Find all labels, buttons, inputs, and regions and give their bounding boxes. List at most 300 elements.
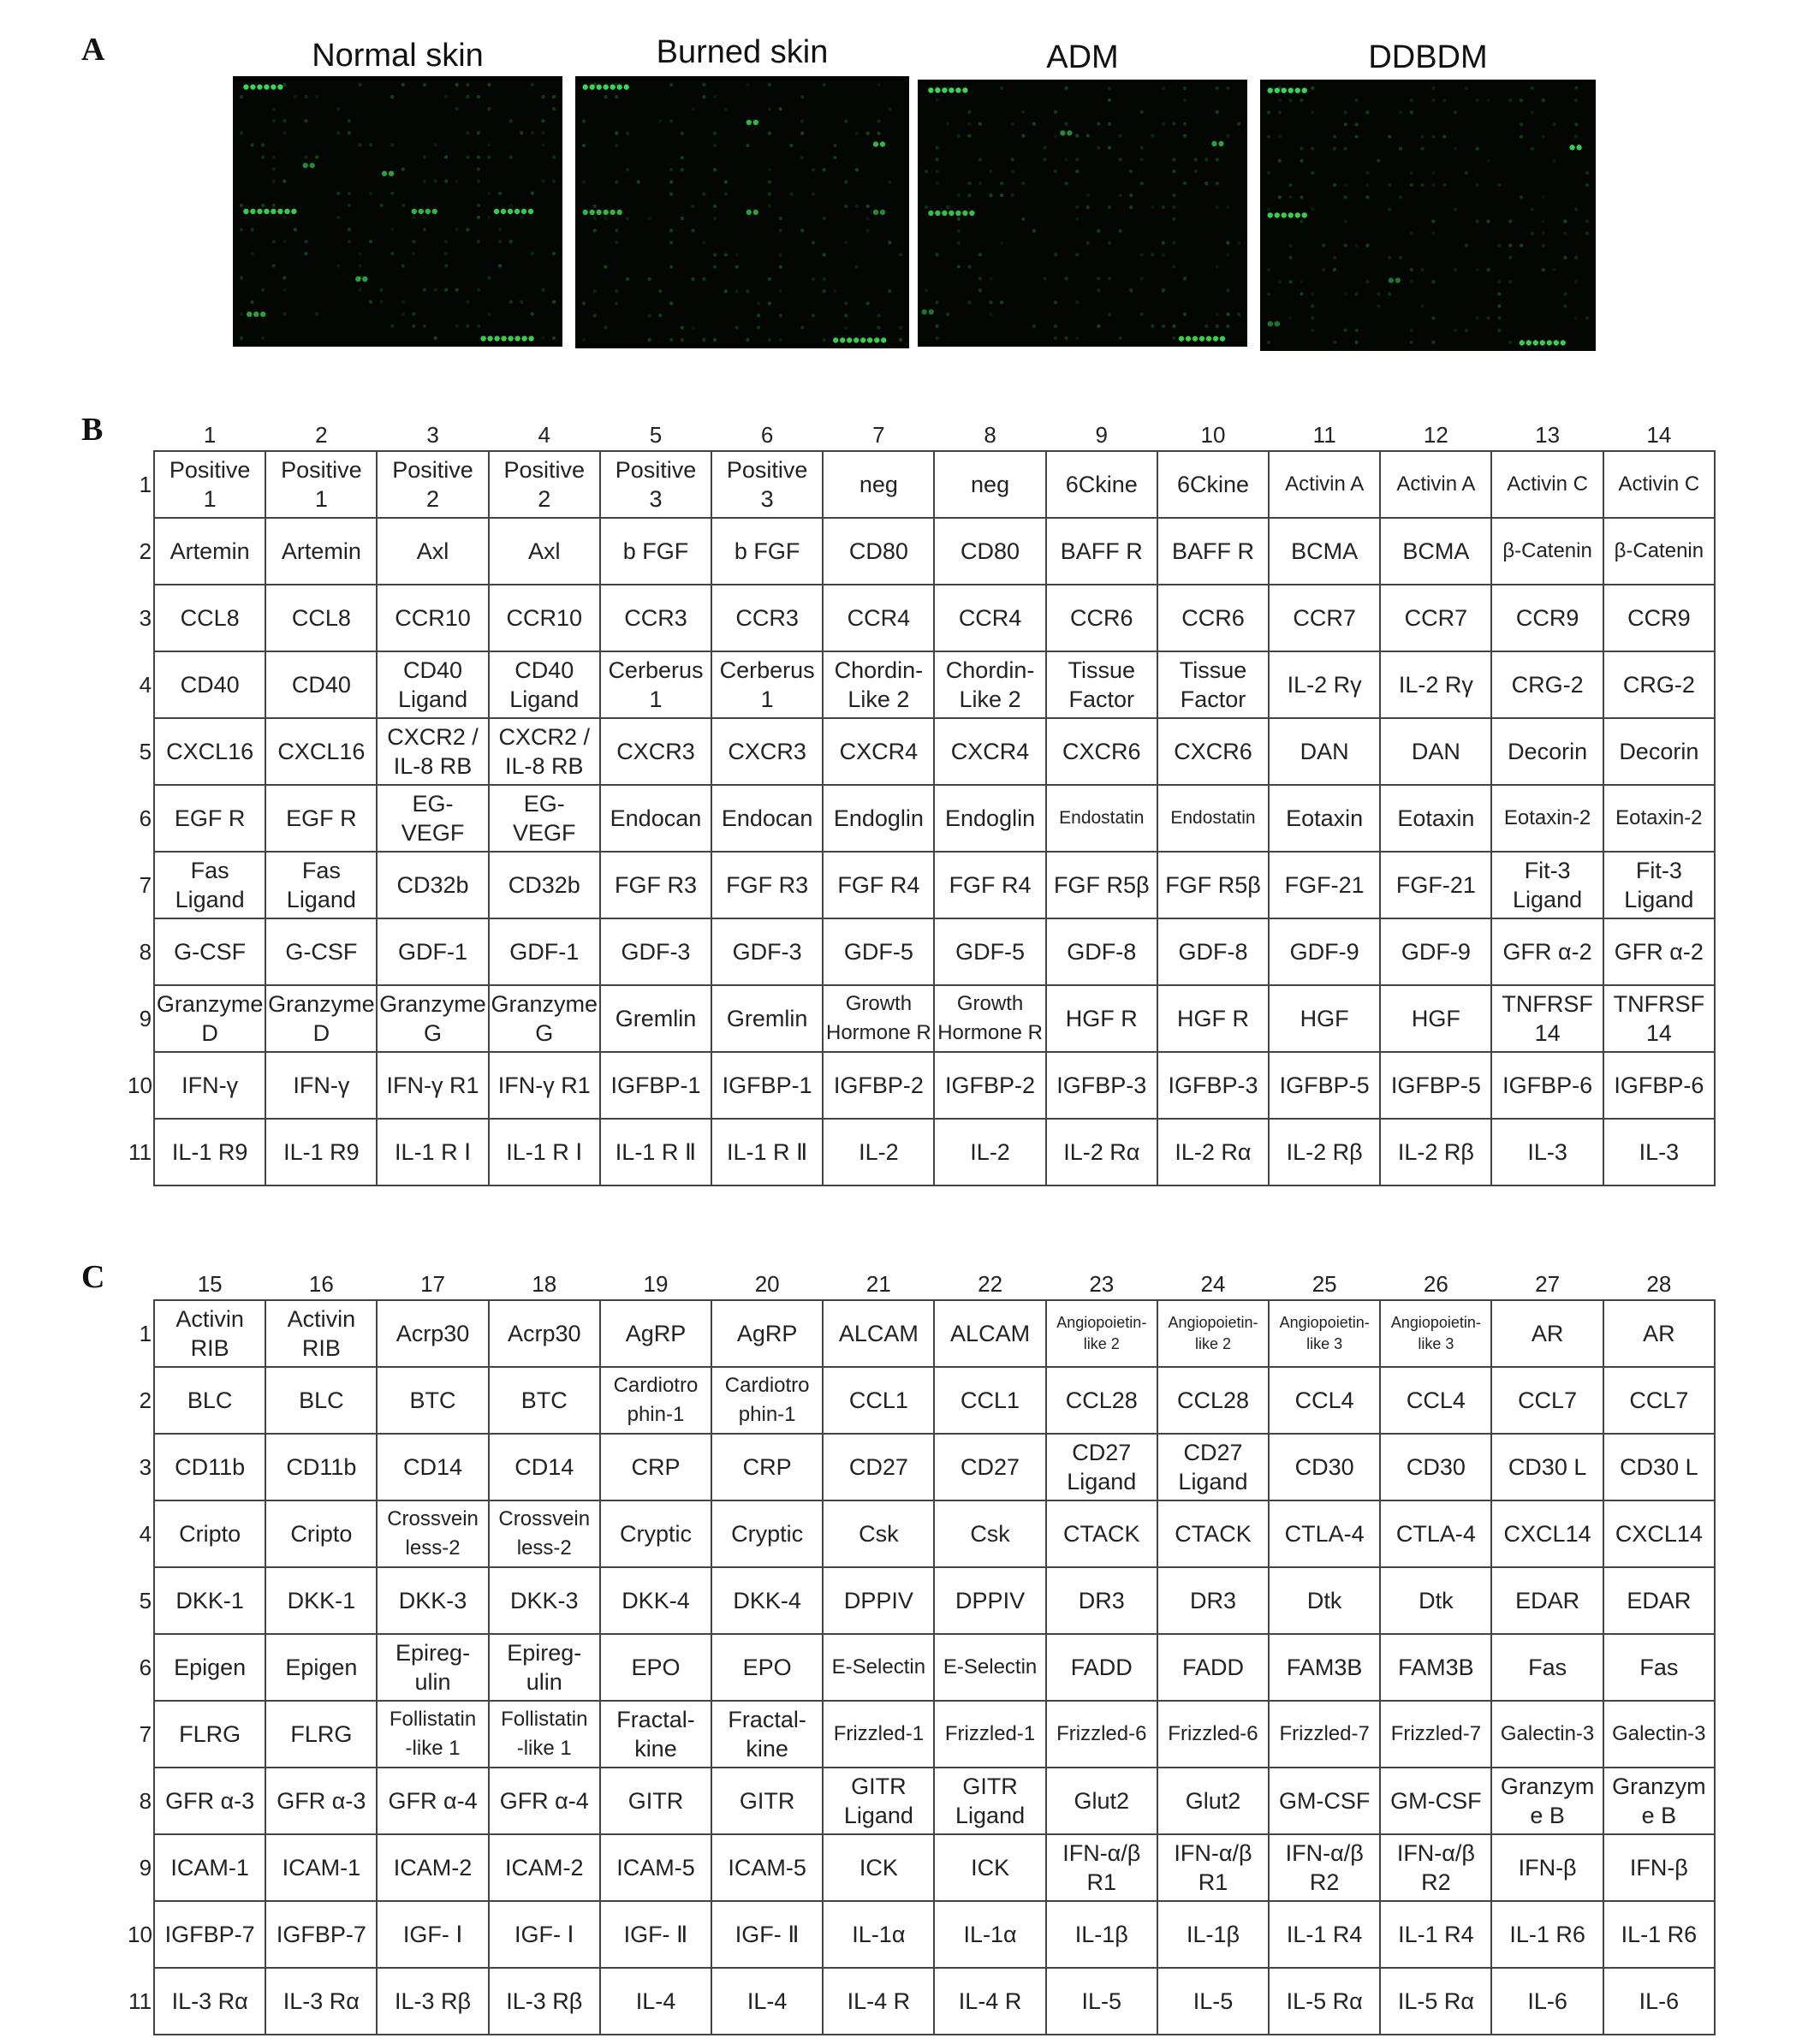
- blot-spot-faint: [272, 119, 276, 122]
- blot-spot-faint: [1365, 280, 1369, 283]
- antibody-cell: ICAM-5: [711, 1834, 823, 1901]
- blot-spot-faint: [1365, 244, 1369, 247]
- blot-spot-faint: [768, 168, 771, 171]
- blot-spot-faint: [1465, 244, 1468, 247]
- antibody-cell: IGFBP-6: [1603, 1052, 1715, 1119]
- antibody-cell: Frizzled-1: [823, 1701, 934, 1768]
- antibody-cell: IL-2 Rγ: [1269, 651, 1380, 718]
- blot-spot-faint: [1075, 217, 1079, 221]
- blot-spot: [1547, 340, 1552, 345]
- antibody-cell: Angiopoietin- like 2: [1046, 1300, 1157, 1367]
- blot-spot-faint: [1476, 183, 1479, 187]
- antibody-cell: AR: [1603, 1300, 1715, 1367]
- blot-spot-faint: [1162, 324, 1165, 328]
- antibody-cell: Activin A: [1269, 451, 1380, 518]
- table-row: [127, 852, 1715, 918]
- blot-spot: [935, 211, 940, 216]
- blot-spot-faint: [336, 192, 340, 195]
- blot-spot-faint: [822, 289, 825, 293]
- table-row: [127, 1367, 1715, 1434]
- blot-spot-faint: [1278, 195, 1282, 199]
- antibody-cell: ICAM-2: [377, 1834, 488, 1901]
- blot-spot-faint: [702, 241, 705, 244]
- panel-letter-c: C: [81, 1259, 105, 1295]
- blot-spot-faint: [552, 95, 556, 98]
- blot-spot-faint: [1278, 159, 1282, 163]
- blot-spot: [284, 209, 289, 214]
- antibody-cell: FGF R4: [934, 852, 1045, 918]
- blot-spot-faint: [1454, 329, 1457, 332]
- blot-spot-faint: [724, 180, 728, 183]
- blot-spot-faint: [401, 300, 405, 304]
- antibody-cell: IL-3 Rα: [154, 1968, 265, 2035]
- blot-spot-faint: [1541, 98, 1544, 102]
- blot-spot-faint: [390, 95, 394, 98]
- blot-spot-faint: [509, 240, 512, 243]
- blot-spot-faint: [669, 265, 673, 269]
- blot-spot-faint: [1541, 232, 1544, 235]
- blot-spot-faint: [877, 338, 880, 342]
- blot-spot-faint: [272, 107, 276, 110]
- antibody-cell: BCMA: [1269, 518, 1380, 585]
- blot-spot-faint: [240, 276, 243, 279]
- blot-spot-faint: [1365, 195, 1369, 199]
- antibody-cell: GFR α-3: [154, 1768, 265, 1834]
- antibody-cell: GFR α-4: [489, 1768, 600, 1834]
- antibody-cell: Fractal- kine: [600, 1701, 711, 1768]
- antibody-cell: IL-1α: [823, 1901, 934, 1968]
- blot-spot-faint: [1410, 183, 1413, 187]
- blot-spot: [1199, 336, 1204, 341]
- blot-spot: [880, 210, 885, 215]
- antibody-cell: Growth Hormone R: [934, 985, 1045, 1052]
- antibody-cell: CCL4: [1380, 1367, 1491, 1434]
- blot-spot-faint: [412, 324, 415, 328]
- antibody-cell: Glut2: [1046, 1768, 1157, 1834]
- antibody-cell: Activin C: [1603, 451, 1715, 518]
- antibody-cell: GFR α-2: [1603, 918, 1715, 985]
- blot-spot-faint: [423, 155, 426, 158]
- blot-spot-faint: [1108, 146, 1111, 149]
- column-header: 1: [203, 422, 217, 448]
- blot-spot: [250, 84, 255, 89]
- blot-spot-faint: [877, 119, 880, 122]
- antibody-cell: GDF-1: [489, 918, 600, 985]
- blot-spot-faint: [778, 107, 782, 110]
- blot-spot: [1302, 212, 1307, 217]
- column-header: 24: [1200, 1271, 1226, 1297]
- blot-spot: [928, 211, 933, 216]
- blot-spot-faint: [1267, 341, 1270, 344]
- row-number: 7: [139, 871, 152, 898]
- antibody-cell: GDF-5: [934, 918, 1045, 985]
- blot-spot-faint: [1354, 98, 1358, 102]
- antibody-cell: CD32b: [489, 852, 600, 918]
- blot-spot-faint: [1311, 86, 1314, 90]
- blot-spot-faint: [1431, 280, 1435, 283]
- blot-spot-faint: [866, 229, 870, 232]
- antibody-cell: Activin RIB: [265, 1300, 377, 1367]
- blot-spot-faint: [369, 300, 372, 304]
- blot-spot: [880, 141, 885, 146]
- blot-spot-faint: [713, 144, 717, 147]
- blot-spot: [494, 336, 499, 341]
- column-header: 2: [315, 422, 328, 448]
- blot-spot-faint: [866, 205, 870, 208]
- antibody-cell: Angiopoietin- like 2: [1157, 1300, 1269, 1367]
- antibody-cell: IGFBP-7: [154, 1901, 265, 1968]
- blot-spot: [277, 209, 283, 214]
- blot-spot-faint: [757, 301, 760, 305]
- blot-spot-faint: [477, 216, 480, 219]
- blot-spot-faint: [1043, 276, 1046, 280]
- blot-spot-faint: [1054, 300, 1057, 304]
- blot-spot-faint: [240, 204, 243, 207]
- blot-spot-faint: [455, 83, 459, 86]
- blot-spot-faint: [735, 326, 738, 330]
- blot-spot-faint: [681, 168, 684, 171]
- blot-spot: [528, 209, 533, 214]
- blot-spot-faint: [967, 110, 971, 114]
- blot-spot-faint: [681, 217, 684, 220]
- blot-spot: [969, 211, 974, 216]
- antibody-cell: AgRP: [600, 1300, 711, 1367]
- blot-spot-faint: [1129, 169, 1133, 173]
- antibody-cell: IFN-α/β R2: [1380, 1834, 1491, 1901]
- blot-spot-faint: [844, 180, 848, 183]
- blot-spot-faint: [967, 122, 971, 126]
- antibody-cell: FGF-21: [1380, 852, 1491, 918]
- antibody-cell: CCR10: [489, 585, 600, 651]
- blot-spot-faint: [946, 205, 949, 209]
- blot-spot-faint: [240, 95, 243, 98]
- antibody-cell: EPO: [711, 1634, 823, 1701]
- blot-spot-faint: [1140, 146, 1144, 149]
- blot-spot-faint: [304, 240, 307, 243]
- blot-spot: [922, 309, 927, 314]
- blot-spot-faint: [1486, 219, 1490, 223]
- blot-spot-faint: [957, 193, 961, 197]
- blot-spot-faint: [390, 324, 394, 328]
- blot-spot-faint: [1140, 157, 1144, 161]
- blot-title-normal-skin: Normal skin: [312, 38, 484, 74]
- blot-spot: [425, 209, 431, 214]
- blot-spot: [257, 209, 262, 214]
- blot-spot: [1067, 130, 1072, 135]
- blot-spot-faint: [1000, 86, 1003, 90]
- blot-spot-faint: [1172, 264, 1175, 268]
- blot-spot-faint: [348, 240, 351, 243]
- blot-spot-faint: [626, 168, 629, 171]
- blot-spot-faint: [593, 217, 597, 220]
- antibody-cell: Cryptic: [711, 1500, 823, 1567]
- blot-spot-faint: [466, 300, 469, 304]
- blot-spot-faint: [582, 119, 586, 122]
- antibody-cell: Eotaxin-2: [1603, 785, 1715, 852]
- blot-spot-faint: [724, 289, 728, 293]
- antibody-cell: Gremlin: [600, 985, 711, 1052]
- blot-spot-faint: [1043, 157, 1046, 161]
- blot-spot-faint: [423, 216, 426, 219]
- blot-spot-faint: [1585, 183, 1589, 187]
- blot-spot: [480, 336, 485, 341]
- blot-spot-faint: [1172, 157, 1175, 161]
- blot-spot-faint: [1541, 134, 1544, 138]
- blot-spot-faint: [1344, 195, 1347, 199]
- blot-spot-faint: [957, 229, 961, 233]
- column-header: 14: [1646, 422, 1672, 448]
- antibody-cell: Frizzled-6: [1157, 1701, 1269, 1768]
- blot-spot-faint: [390, 143, 394, 146]
- blot-spot-faint: [702, 338, 705, 342]
- antibody-cell: FADD: [1046, 1634, 1157, 1701]
- antibody-cell: EGF R: [265, 785, 377, 852]
- antibody-cell: ICK: [823, 1834, 934, 1901]
- blot-spot-faint: [1322, 268, 1325, 271]
- blot-spot-faint: [757, 326, 760, 330]
- blot-spot-faint: [778, 217, 782, 220]
- antibody-cell: CTLA-4: [1380, 1500, 1491, 1567]
- blot-spot-faint: [466, 228, 469, 231]
- antibody-cell: CXCR4: [934, 718, 1045, 785]
- blot-spot-faint: [1183, 122, 1187, 126]
- blot-spot-faint: [1454, 110, 1457, 114]
- antibody-cell: CXCR3: [711, 718, 823, 785]
- blot-spot-faint: [615, 180, 618, 183]
- blot-spot-faint: [433, 143, 437, 146]
- blot-spot-faint: [240, 228, 243, 231]
- blot-spot-faint: [1388, 183, 1391, 187]
- blot-spot: [508, 209, 513, 214]
- blot-spot-faint: [778, 313, 782, 317]
- blot-spot-faint: [935, 98, 938, 102]
- blot-spot-faint: [1140, 253, 1144, 256]
- blot-spot-faint: [1520, 195, 1523, 199]
- blot-spot-faint: [1531, 232, 1534, 235]
- blot-spot-faint: [401, 167, 405, 170]
- blot-spot-faint: [1311, 329, 1314, 332]
- blot-spot-faint: [724, 107, 728, 110]
- blot-image-ddbdm: [1260, 80, 1596, 351]
- blot-spot-faint: [989, 300, 992, 304]
- antibody-cell: IL-2: [934, 1119, 1045, 1185]
- blot-spot-faint: [1333, 134, 1336, 138]
- blot-spot: [942, 211, 947, 216]
- blot-spot-faint: [1541, 244, 1544, 247]
- blot-spot-faint: [509, 204, 512, 207]
- column-header: 12: [1423, 422, 1448, 448]
- antibody-cell: IL-4: [600, 1968, 711, 2035]
- blot-spot-faint: [1354, 292, 1358, 295]
- blot-spot-faint: [283, 276, 286, 279]
- antibody-cell: IL-1 R4: [1380, 1901, 1491, 1968]
- antibody-cell: GITR Ligand: [934, 1768, 1045, 1834]
- antibody-cell: CCR3: [711, 585, 823, 651]
- blot-spot-faint: [1508, 219, 1512, 223]
- blot-spot-faint: [967, 134, 971, 137]
- table-row: [127, 518, 1715, 585]
- antibody-cell: Galectin-3: [1491, 1701, 1603, 1768]
- antibody-cell: DKK-3: [489, 1567, 600, 1634]
- blot-spot-faint: [1520, 98, 1523, 102]
- antibody-cell: CCR7: [1380, 585, 1491, 651]
- blot-spot-faint: [261, 155, 265, 158]
- column-header: 18: [532, 1271, 557, 1297]
- blot-spot-faint: [1064, 122, 1068, 126]
- blot-spot-faint: [1010, 169, 1014, 173]
- blot-spot-faint: [1054, 134, 1057, 137]
- blot-spot-faint: [261, 288, 265, 291]
- blot-spot: [1206, 336, 1211, 341]
- blot-spot-faint: [989, 193, 992, 197]
- antibody-cell: TNFRSF 14: [1491, 985, 1603, 1052]
- blot-spot-faint: [935, 253, 938, 256]
- blot-spot-faint: [935, 336, 938, 340]
- blot-spots: [575, 76, 909, 348]
- blot-spot-faint: [283, 119, 286, 122]
- blot-spot-faint: [1399, 147, 1402, 151]
- antibody-cell: G-CSF: [154, 918, 265, 985]
- array-map-table-c: [127, 1267, 1716, 2035]
- antibody-cell: CCL28: [1157, 1367, 1269, 1434]
- blot-spot-faint: [713, 338, 717, 342]
- antibody-cell: HGF R: [1157, 985, 1269, 1052]
- antibody-cell: IL-1 R6: [1491, 1901, 1603, 1968]
- blot-spot-faint: [1454, 207, 1457, 211]
- blot-spot-faint: [1344, 329, 1347, 332]
- blot-spot: [597, 210, 602, 215]
- blot-spot: [243, 209, 248, 214]
- antibody-cell: GITR: [600, 1768, 711, 1834]
- blot-spot-faint: [800, 119, 804, 122]
- blot-spot-faint: [637, 180, 640, 183]
- blot-spot-faint: [1585, 232, 1589, 235]
- blot-spot-faint: [477, 204, 480, 207]
- blot-spot-faint: [866, 132, 870, 135]
- blot-spot-faint: [1399, 256, 1402, 259]
- blot-spot-faint: [1172, 324, 1175, 328]
- blot-spot-faint: [1140, 110, 1144, 114]
- blot-spot-faint: [477, 240, 480, 243]
- column-header: 5: [649, 422, 663, 448]
- blot-spot-faint: [1486, 98, 1490, 102]
- blot-spot-faint: [1226, 86, 1229, 90]
- antibody-cell: Growth Hormone R: [823, 985, 934, 1052]
- blot-spot-faint: [487, 216, 491, 219]
- blot-spot-faint: [1552, 122, 1555, 126]
- antibody-cell: FGF R3: [711, 852, 823, 918]
- blot-spot-faint: [1032, 122, 1036, 126]
- row-number: 2: [139, 538, 152, 564]
- antibody-cell: Cerberus 1: [600, 651, 711, 718]
- blot-spot-faint: [1162, 122, 1165, 126]
- blot-spot-faint: [401, 83, 405, 86]
- blot-spot-faint: [1354, 329, 1358, 332]
- blot-spot-faint: [978, 288, 982, 292]
- antibody-cell: ICAM-5: [600, 1834, 711, 1901]
- row-number: 3: [139, 1453, 152, 1480]
- antibody-cell: CD27: [823, 1434, 934, 1500]
- blot-spot-faint: [669, 338, 673, 342]
- blot-spot-faint: [1278, 86, 1282, 90]
- antibody-cell: CCR6: [1046, 585, 1157, 651]
- blot-spot-faint: [967, 300, 971, 304]
- antibody-cell: BTC: [489, 1367, 600, 1434]
- antibody-cell: Fas Ligand: [154, 852, 265, 918]
- antibody-cell: IGFBP-1: [711, 1052, 823, 1119]
- blot-spot: [753, 210, 758, 215]
- blot-spot-faint: [713, 265, 717, 269]
- row-number: 1: [139, 1320, 152, 1346]
- antibody-cell: Follistatin -like 1: [489, 1701, 600, 1768]
- blot-spot-faint: [1172, 169, 1175, 173]
- antibody-cell: Chordin- Like 2: [823, 651, 934, 718]
- blot-spot-faint: [1563, 292, 1567, 295]
- blot-spot: [1395, 277, 1401, 282]
- blot-spot-faint: [455, 288, 459, 291]
- blot-spot-faint: [240, 312, 243, 316]
- blot-spot-faint: [1311, 317, 1314, 320]
- antibody-cell: DAN: [1269, 718, 1380, 785]
- table-row: [127, 985, 1715, 1052]
- blot-spot-faint: [1288, 317, 1292, 320]
- antibody-cell: DPPIV: [823, 1567, 934, 1634]
- blot-spot-faint: [713, 168, 717, 171]
- blot-spot-faint: [1226, 312, 1229, 316]
- antibody-cell: Fit-3 Ligand: [1491, 852, 1603, 918]
- blot-spot-faint: [935, 86, 938, 90]
- blot-spot-faint: [272, 240, 276, 243]
- blot-spot-faint: [989, 276, 992, 280]
- blot-spot-faint: [250, 300, 253, 304]
- blot-spot-faint: [768, 83, 771, 86]
- blot-spot-faint: [724, 193, 728, 196]
- antibody-cell: IL-1 R Ⅰ: [489, 1119, 600, 1185]
- blot-spot-faint: [1267, 292, 1270, 295]
- antibody-cell: EGF R: [154, 785, 265, 852]
- blot-spot-faint: [336, 216, 340, 219]
- blot-spot-faint: [1497, 244, 1501, 247]
- antibody-cell: GDF-3: [600, 918, 711, 985]
- blot-spot-faint: [778, 289, 782, 293]
- blot-spots: [1260, 80, 1596, 351]
- blot-spot-faint: [358, 264, 361, 267]
- blot-spot-faint: [1288, 183, 1292, 187]
- blot-spot-faint: [615, 144, 618, 147]
- blot-spot-faint: [1410, 268, 1413, 271]
- blot-spot-faint: [1365, 171, 1369, 175]
- antibody-cell: IFN-α/β R2: [1269, 1834, 1380, 1901]
- antibody-cell: IGFBP-3: [1157, 1052, 1269, 1119]
- blot-spot-faint: [1311, 171, 1314, 175]
- antibody-cell: CCL28: [1046, 1367, 1157, 1434]
- blot-spot-faint: [757, 313, 760, 317]
- blot-spot-faint: [1183, 276, 1187, 280]
- blot-spot-faint: [1531, 86, 1534, 90]
- blot-spot-faint: [433, 288, 437, 291]
- blot-spot-faint: [1508, 256, 1512, 259]
- blot-spot-faint: [240, 131, 243, 134]
- antibody-cell: IL-2 Rγ: [1380, 651, 1491, 718]
- antibody-cell: GDF-5: [823, 918, 934, 985]
- blot-spot-faint: [724, 253, 728, 256]
- antibody-cell: 6Ckine: [1157, 451, 1269, 518]
- blot-spot-faint: [888, 107, 891, 110]
- panel-letter-a: A: [81, 32, 105, 68]
- blot-spot-faint: [531, 312, 534, 316]
- blot-spot: [583, 210, 588, 215]
- antibody-cell: GDF-8: [1157, 918, 1269, 985]
